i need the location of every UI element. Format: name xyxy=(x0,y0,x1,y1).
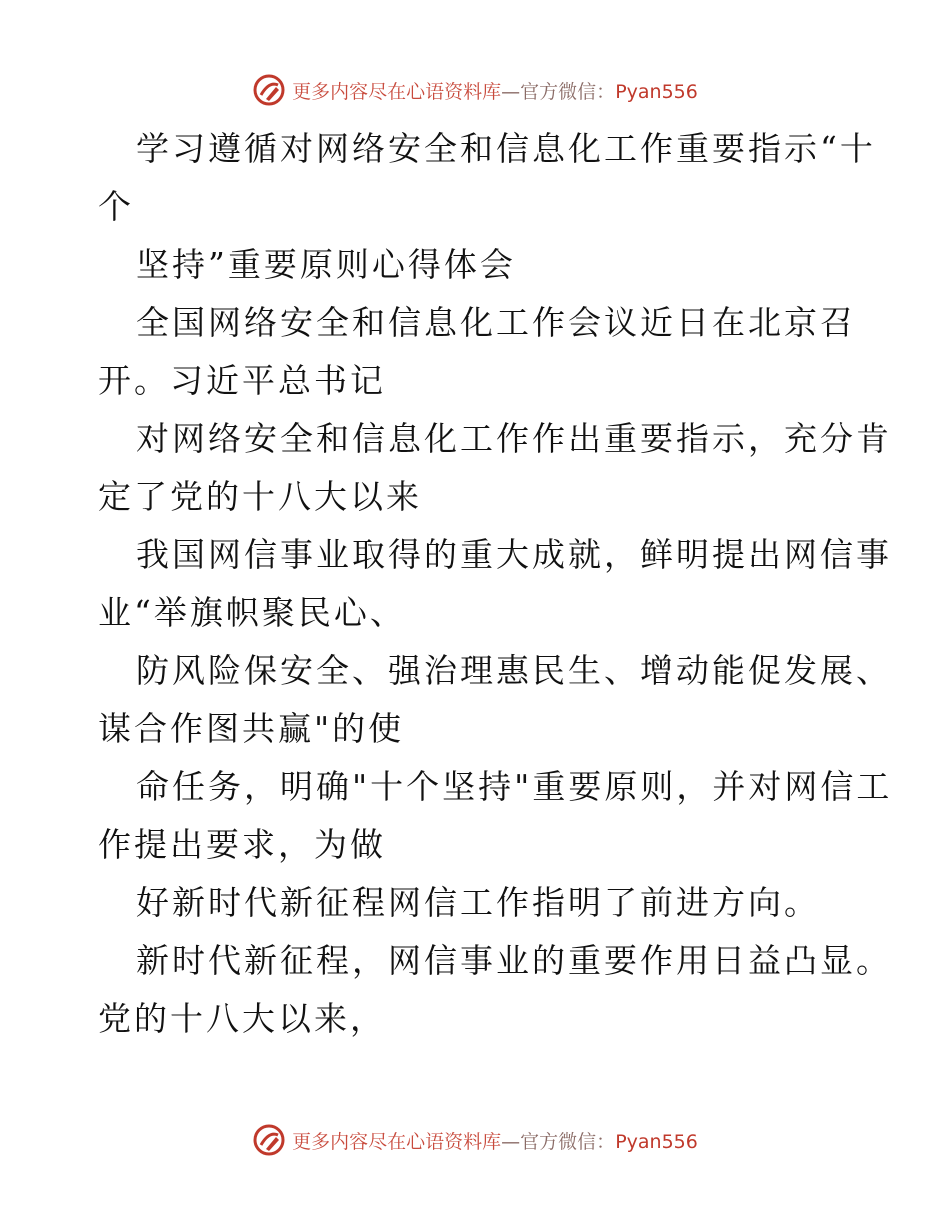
brand-logo-icon xyxy=(252,73,286,107)
text-line: 党的十八大以来， xyxy=(98,999,386,1038)
text-line: 我国网信事业取得的重大成就，鲜明提出网信事 xyxy=(136,535,892,574)
text-line: 新时代新征程，网信事业的重要作用日益凸显。 xyxy=(136,941,892,980)
text-line: 坚持”重要原则心得体会 xyxy=(136,245,516,284)
banner-text xyxy=(292,77,698,104)
banner-separator: — xyxy=(501,80,521,103)
text-line: 好新时代新征程网信工作指明了前进方向。 xyxy=(136,883,820,922)
text-line: 个 xyxy=(98,187,134,226)
text-line: 作提出要求，为做 xyxy=(98,825,386,864)
brand-logo-icon xyxy=(252,1123,286,1157)
banner-wechat-id: Pyan556 xyxy=(615,80,698,103)
footer-banner xyxy=(0,1120,950,1160)
banner-text xyxy=(292,1127,698,1154)
text-line: 命任务，明确"十个坚持"重要原则，并对网信工 xyxy=(136,767,893,806)
banner-brand: 更多内容尽在心语资料库 xyxy=(292,80,502,103)
text-line: 对网络安全和信息化工作作出重要指示，充分肯 xyxy=(136,419,892,458)
banner-wechat-id: Pyan556 xyxy=(615,1130,698,1153)
banner-wechat-label: 官方微信： xyxy=(520,80,616,103)
banner-wechat-label: 官方微信： xyxy=(520,1130,616,1153)
banner-brand: 更多内容尽在心语资料库 xyxy=(292,1130,502,1153)
banner-separator: — xyxy=(501,1130,521,1153)
text-line: 开。习近平总书记 xyxy=(98,361,386,400)
text-line: 学习遵循对网络安全和信息化工作重要指示“十 xyxy=(136,129,876,168)
document-body xyxy=(98,120,893,1048)
header-banner xyxy=(0,70,950,110)
text-line: 定了党的十八大以来 xyxy=(98,477,422,516)
text-line: 谋合作图共赢"的使 xyxy=(98,709,405,748)
text-line: 全国网络安全和信息化工作会议近日在北京召 xyxy=(136,303,856,342)
text-line: 业“举旗帜聚民心、 xyxy=(98,593,406,632)
text-line: 防风险保安全、强治理惠民生、增动能促发展、 xyxy=(136,651,892,690)
